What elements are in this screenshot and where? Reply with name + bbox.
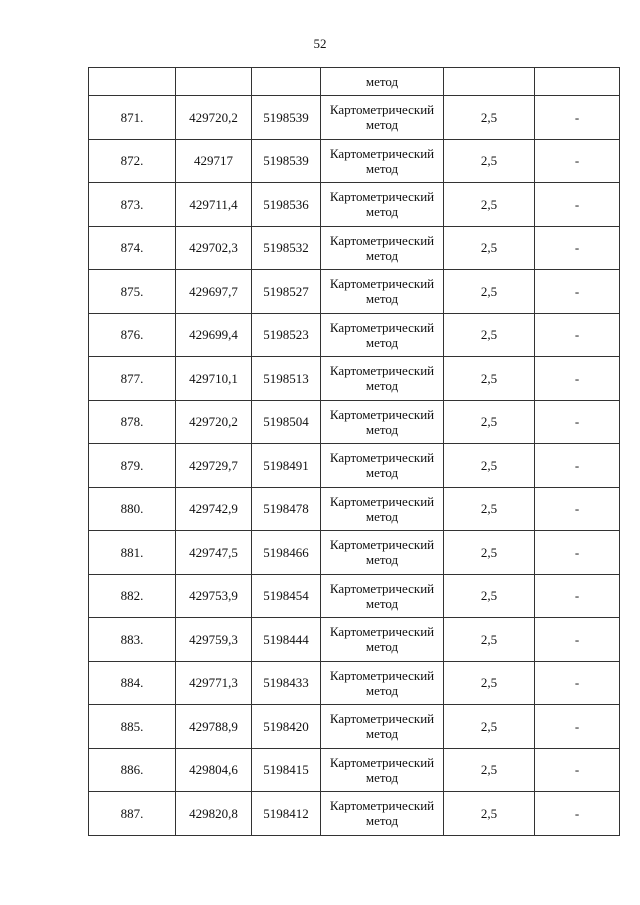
cell-y: 5198454	[252, 574, 321, 618]
cell-method	[321, 313, 444, 357]
cell-num: 878.	[89, 400, 176, 444]
cell-x: 429820,8	[176, 792, 252, 836]
cell-note: -	[535, 748, 620, 792]
cell-x: 429699,4	[176, 313, 252, 357]
cell-x: 429710,1	[176, 357, 252, 401]
cell-y	[252, 68, 321, 96]
cell-y: 5198420	[252, 705, 321, 749]
cell-y: 5198536	[252, 183, 321, 227]
method-line-2: метод	[365, 421, 399, 437]
table-row	[89, 400, 620, 444]
cell-x: 429720,2	[176, 400, 252, 444]
cell-accuracy: 2,5	[444, 574, 535, 618]
cell-accuracy: 2,5	[444, 487, 535, 531]
cell-method	[321, 444, 444, 488]
cell-note: -	[535, 183, 620, 227]
cell-note	[535, 68, 620, 96]
method-line-2: метод	[365, 117, 399, 133]
cell-note: -	[535, 96, 620, 140]
cell-note: -	[535, 139, 620, 183]
cell-accuracy: 2,5	[444, 444, 535, 488]
method-line-2: метод	[365, 291, 399, 307]
cell-method	[321, 792, 444, 836]
method-line-1: Картометрический	[329, 406, 435, 422]
cell-x: 429788,9	[176, 705, 252, 749]
method-line-1: Картометрический	[329, 798, 435, 814]
cell-y: 5198539	[252, 139, 321, 183]
cell-accuracy: 2,5	[444, 96, 535, 140]
table-row	[89, 487, 620, 531]
cell-accuracy: 2,5	[444, 226, 535, 270]
method-line-1: Картометрический	[329, 624, 435, 640]
cell-accuracy: 2,5	[444, 139, 535, 183]
cell-note: -	[535, 705, 620, 749]
cell-x: 429697,7	[176, 270, 252, 314]
cell-y: 5198523	[252, 313, 321, 357]
cell-x: 429753,9	[176, 574, 252, 618]
cell-x: 429729,7	[176, 444, 252, 488]
cell-method	[321, 96, 444, 140]
method-line-1: Картометрический	[329, 493, 435, 509]
cell-note: -	[535, 357, 620, 401]
method-line-1: Картометрический	[329, 580, 435, 596]
cell-y: 5198478	[252, 487, 321, 531]
cell-num: 886.	[89, 748, 176, 792]
cell-y: 5198532	[252, 226, 321, 270]
cell-x: 429702,3	[176, 226, 252, 270]
cell-num: 875.	[89, 270, 176, 314]
cell-x: 429759,3	[176, 618, 252, 662]
cell-x: 429717	[176, 139, 252, 183]
cell-method	[321, 270, 444, 314]
table-row	[89, 661, 620, 705]
method-line-1: Картометрический	[329, 102, 435, 118]
cell-method	[321, 661, 444, 705]
cell-accuracy: 2,5	[444, 183, 535, 227]
cell-num: 872.	[89, 139, 176, 183]
method-line-2: метод	[365, 726, 399, 742]
table-row	[89, 574, 620, 618]
cell-accuracy: 2,5	[444, 313, 535, 357]
cell-note: -	[535, 574, 620, 618]
method-line-2: метод	[365, 465, 399, 481]
cell-y: 5198415	[252, 748, 321, 792]
cell-note: -	[535, 226, 620, 270]
continued-row	[89, 68, 620, 96]
method-line-1: Картометрический	[329, 319, 435, 335]
cell-accuracy: 2,5	[444, 357, 535, 401]
table-row	[89, 357, 620, 401]
method-line-1: Картометрический	[329, 145, 435, 161]
cell-num: 871.	[89, 96, 176, 140]
table-body	[89, 68, 620, 836]
table-row	[89, 444, 620, 488]
cell-num: 874.	[89, 226, 176, 270]
cell-num: 887.	[89, 792, 176, 836]
cell-accuracy: 2,5	[444, 748, 535, 792]
cell-method	[321, 357, 444, 401]
cell-x: 429747,5	[176, 531, 252, 575]
method-line-2: метод	[365, 204, 399, 220]
method-line-1: Картометрический	[329, 363, 435, 379]
table-row	[89, 270, 620, 314]
cell-accuracy	[444, 68, 535, 96]
method-line-2: метод	[365, 813, 399, 829]
cell-num: 884.	[89, 661, 176, 705]
method-line-2: метод	[365, 160, 399, 176]
cell-y: 5198412	[252, 792, 321, 836]
cell-method	[321, 487, 444, 531]
cell-x: 429742,9	[176, 487, 252, 531]
cell-method	[321, 183, 444, 227]
table-row	[89, 139, 620, 183]
table-row	[89, 183, 620, 227]
method-line-2: метод	[365, 508, 399, 524]
cell-method	[321, 748, 444, 792]
cell-y: 5198433	[252, 661, 321, 705]
table-row	[89, 618, 620, 662]
method-line-2: метод	[365, 682, 399, 698]
cell-accuracy: 2,5	[444, 400, 535, 444]
cell-y: 5198504	[252, 400, 321, 444]
cell-method	[321, 400, 444, 444]
cell-note: -	[535, 618, 620, 662]
cell-note: -	[535, 531, 620, 575]
cell-accuracy: 2,5	[444, 270, 535, 314]
table-row	[89, 96, 620, 140]
cell-y: 5198466	[252, 531, 321, 575]
cell-x: 429711,4	[176, 183, 252, 227]
table-row	[89, 226, 620, 270]
cell-x: 429804,6	[176, 748, 252, 792]
method-line-1: Картометрический	[329, 711, 435, 727]
cell-y: 5198513	[252, 357, 321, 401]
method-line-2: метод	[365, 378, 399, 394]
table-row	[89, 748, 620, 792]
cell-note: -	[535, 444, 620, 488]
method-line-2: метод	[365, 247, 399, 263]
cell-y: 5198444	[252, 618, 321, 662]
coordinates-table	[88, 67, 620, 836]
cell-method	[321, 531, 444, 575]
method-line-2: метод	[365, 639, 399, 655]
cell-num: 883.	[89, 618, 176, 662]
page-number: 52	[313, 36, 327, 51]
cell-accuracy: 2,5	[444, 531, 535, 575]
cell-x: 429720,2	[176, 96, 252, 140]
cell-accuracy: 2,5	[444, 705, 535, 749]
cell-note: -	[535, 792, 620, 836]
cell-num	[89, 68, 176, 96]
cell-accuracy: 2,5	[444, 792, 535, 836]
cell-accuracy: 2,5	[444, 661, 535, 705]
method-line-1: Картометрический	[329, 537, 435, 553]
cell-note: -	[535, 661, 620, 705]
method-line-2: метод	[365, 552, 399, 568]
cell-num: 882.	[89, 574, 176, 618]
cell-y: 5198527	[252, 270, 321, 314]
method-line-1: Картометрический	[329, 276, 435, 292]
cell-method: метод	[321, 68, 444, 96]
cell-x	[176, 68, 252, 96]
cell-note: -	[535, 487, 620, 531]
cell-x: 429771,3	[176, 661, 252, 705]
cell-method	[321, 139, 444, 183]
cell-num: 880.	[89, 487, 176, 531]
cell-num: 881.	[89, 531, 176, 575]
table-row	[89, 531, 620, 575]
method-line-1: Картометрический	[329, 754, 435, 770]
cell-num: 879.	[89, 444, 176, 488]
cell-y: 5198539	[252, 96, 321, 140]
cell-accuracy: 2,5	[444, 618, 535, 662]
cell-method	[321, 226, 444, 270]
method-line-2: метод	[365, 334, 399, 350]
cell-num: 877.	[89, 357, 176, 401]
method-line-1: Картометрический	[329, 667, 435, 683]
cell-note: -	[535, 270, 620, 314]
cell-num: 885.	[89, 705, 176, 749]
cell-note: -	[535, 400, 620, 444]
table-row	[89, 313, 620, 357]
method-line-1: Картометрический	[329, 189, 435, 205]
method-line-2: метод	[365, 595, 399, 611]
method-line-1: Картометрический	[329, 232, 435, 248]
table-row	[89, 792, 620, 836]
cell-method	[321, 705, 444, 749]
cell-method	[321, 618, 444, 662]
cell-num: 876.	[89, 313, 176, 357]
cell-note: -	[535, 313, 620, 357]
cell-method	[321, 574, 444, 618]
table-row	[89, 705, 620, 749]
cell-num: 873.	[89, 183, 176, 227]
cell-y: 5198491	[252, 444, 321, 488]
method-line-2: метод	[365, 769, 399, 785]
method-line-1: Картометрический	[329, 450, 435, 466]
